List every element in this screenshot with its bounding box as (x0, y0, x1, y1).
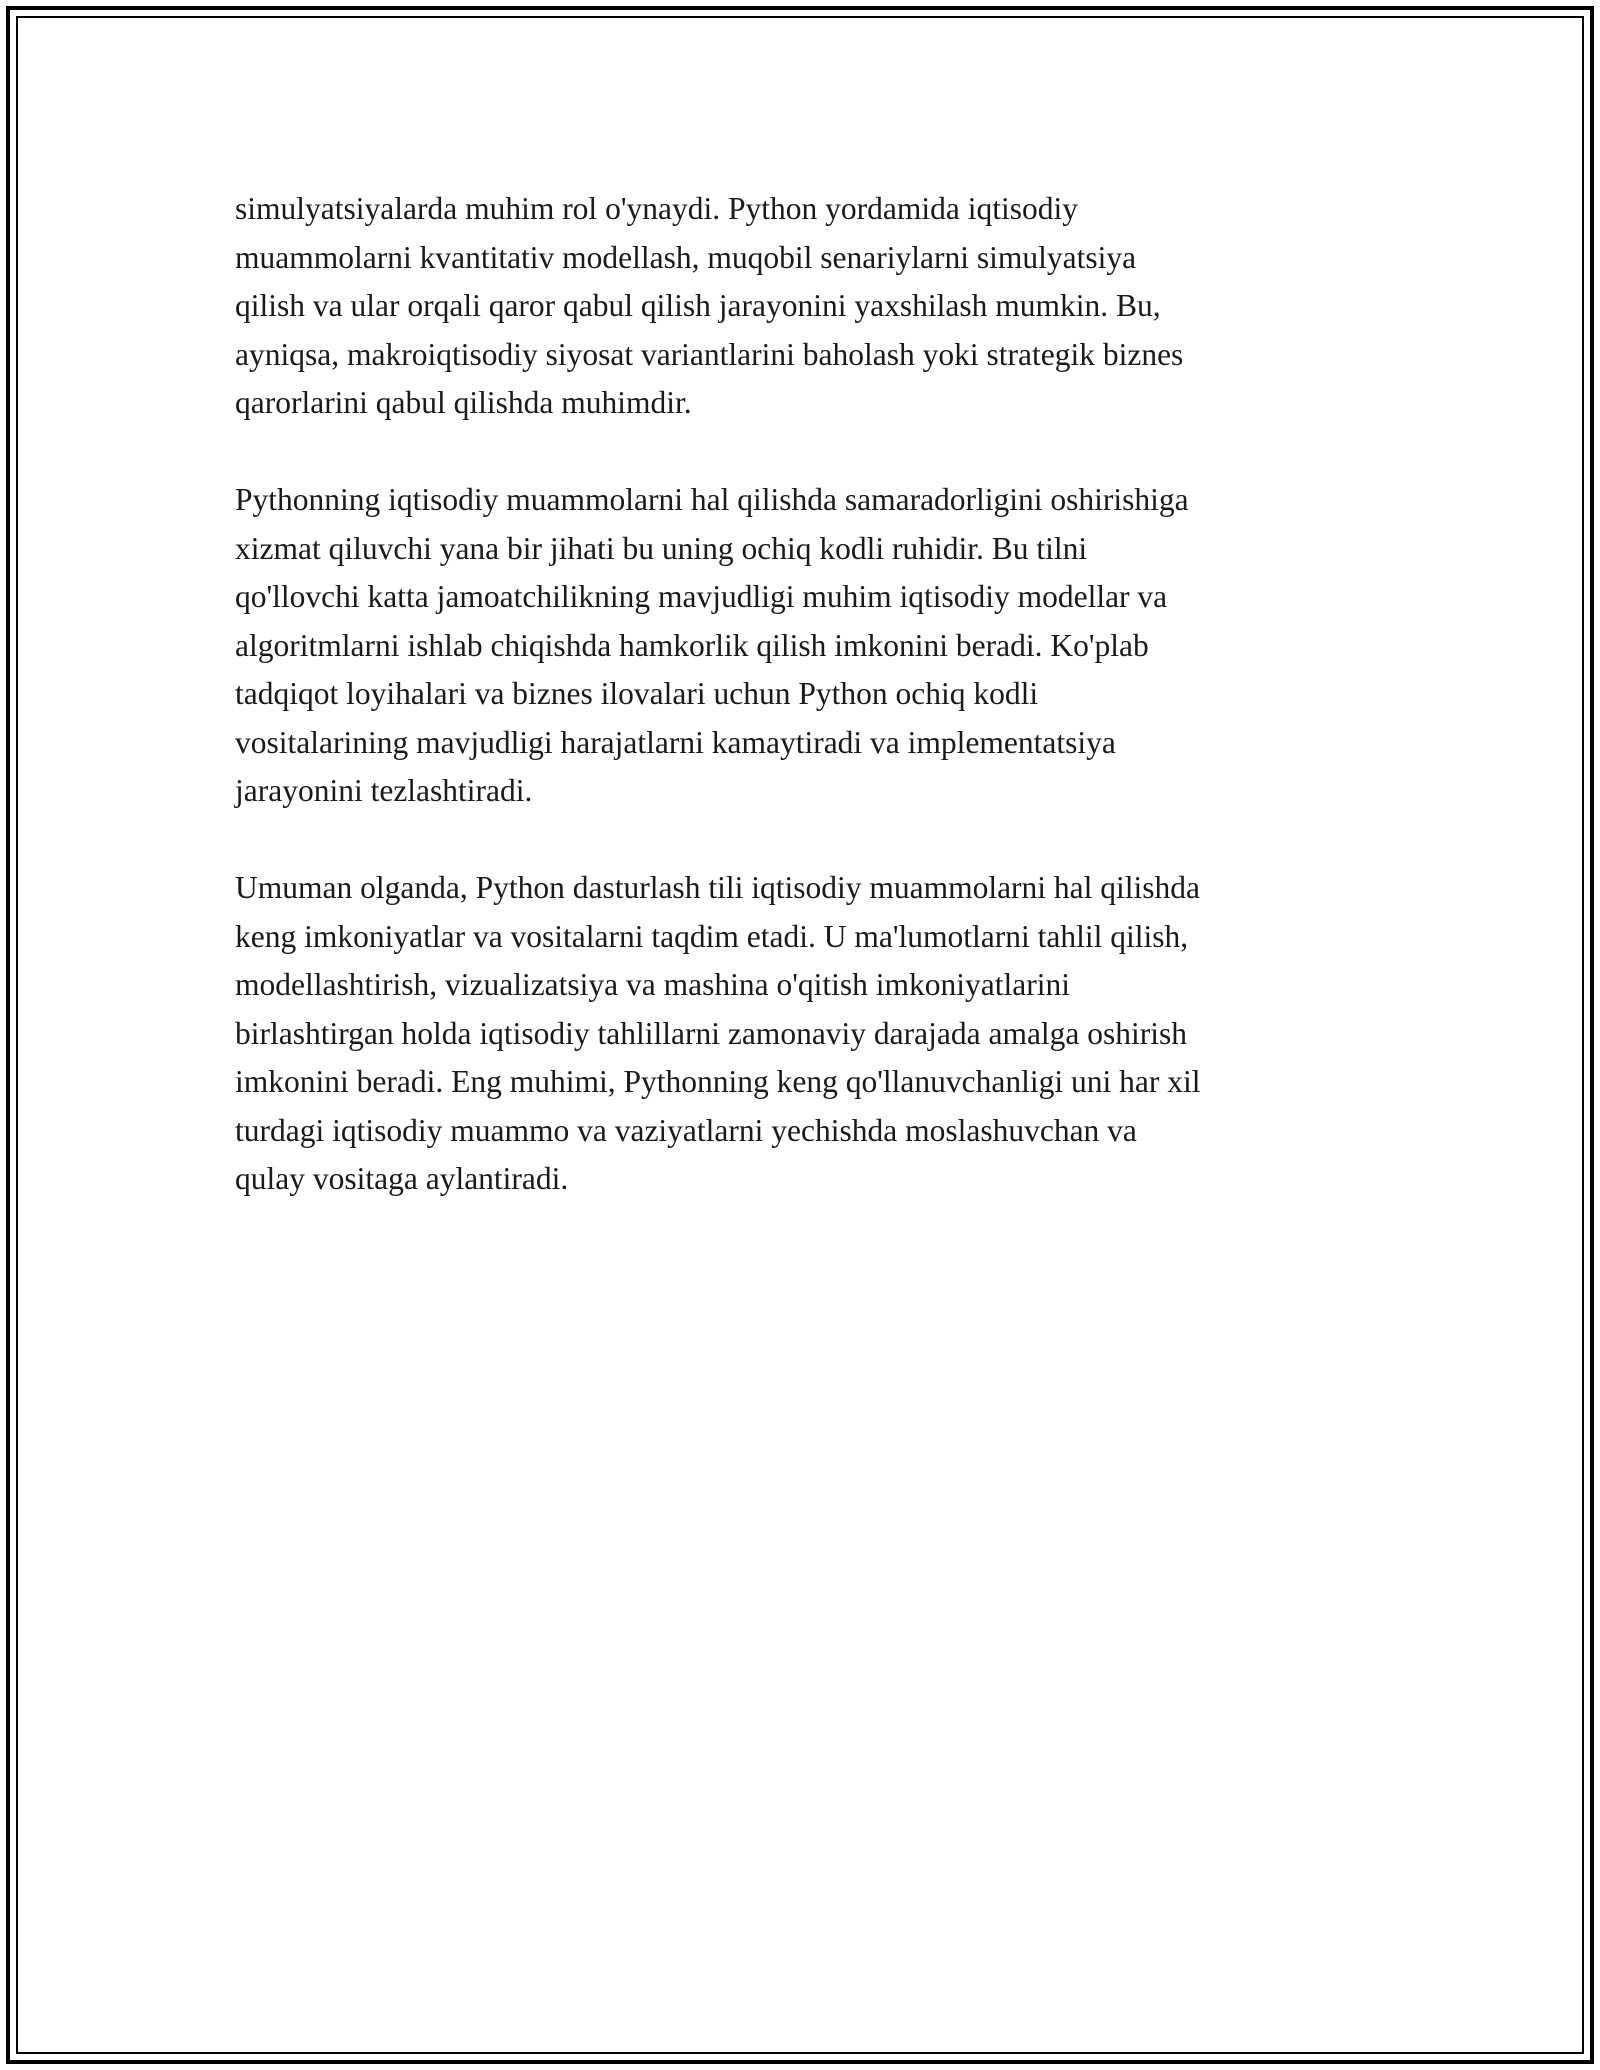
text-line: turdagi iqtisodiy muammo va vaziyatlarni yechishda moslashuvchan va (235, 1112, 1137, 1148)
paragraph-2 (235, 476, 1365, 816)
text-line: birlashtirgan holda iqtisodiy tahlillarni zamonaviy darajada amalga oshirish (235, 1015, 1188, 1051)
text-line: muammolarni kvantitativ modellash, muqobil senariylarni simulyatsiya (235, 239, 1137, 275)
text-line: algoritmlarni ishlab chiqishda hamkorlik qilish imkonini beradi. Ko'plab (235, 627, 1149, 663)
text-line: Umuman olganda, Python dasturlash tili iqtisodiy muammolarni hal qilishda (235, 870, 1201, 905)
text-line: ayniqsa, makroiqtisodiy siyosat variantlarini baholash yoki strategik biznes (235, 336, 1184, 372)
text-line: qilish va ular orqali qaror qabul qilish jarayonini yaxshilash mumkin. Bu, (235, 288, 1161, 323)
text-line: Pythonning iqtisodiy muammolarni hal qilishda samaradorligini oshirishiga (235, 482, 1189, 517)
document-body (235, 185, 1365, 1252)
text-line: vositalarining mavjudligi harajatlarni kamaytiradi va implementatsiya (235, 724, 1116, 760)
text-line: modellashtirish, vizualizatsiya va mashina o'qitish imkoniyatlarini (235, 967, 1071, 1002)
paragraph-1 (235, 185, 1365, 428)
text-line: qarorlarini qabul qilishda muhimdir. (235, 385, 692, 420)
text-line: qulay vositaga aylantiradi. (235, 1161, 569, 1196)
text-line: qo'llovchi katta jamoatchilikning mavjudligi muhim iqtisodiy modellar va (235, 579, 1168, 614)
text-line: jarayonini tezlashtiradi. (235, 773, 533, 808)
text-line: xizmat qiluvchi yana bir jihati bu uning ochiq kodli ruhidir. Bu tilni (235, 530, 1088, 566)
paragraph-3 (235, 864, 1365, 1204)
text-line: imkonini beradi. Eng muhimi, Pythonning keng qo'llanuvchanligi uni har xil (235, 1064, 1201, 1099)
text-line: keng imkoniyatlar va vositalarni taqdim etadi. U ma'lumotlarni tahlil qilish, (235, 918, 1189, 954)
text-line: tadqiqot loyihalari va biznes ilovalari uchun Python ochiq kodli (235, 676, 1039, 711)
text-line: simulyatsiyalarda muhim rol o'ynaydi. Python yordamida iqtisodiy (235, 191, 1078, 226)
